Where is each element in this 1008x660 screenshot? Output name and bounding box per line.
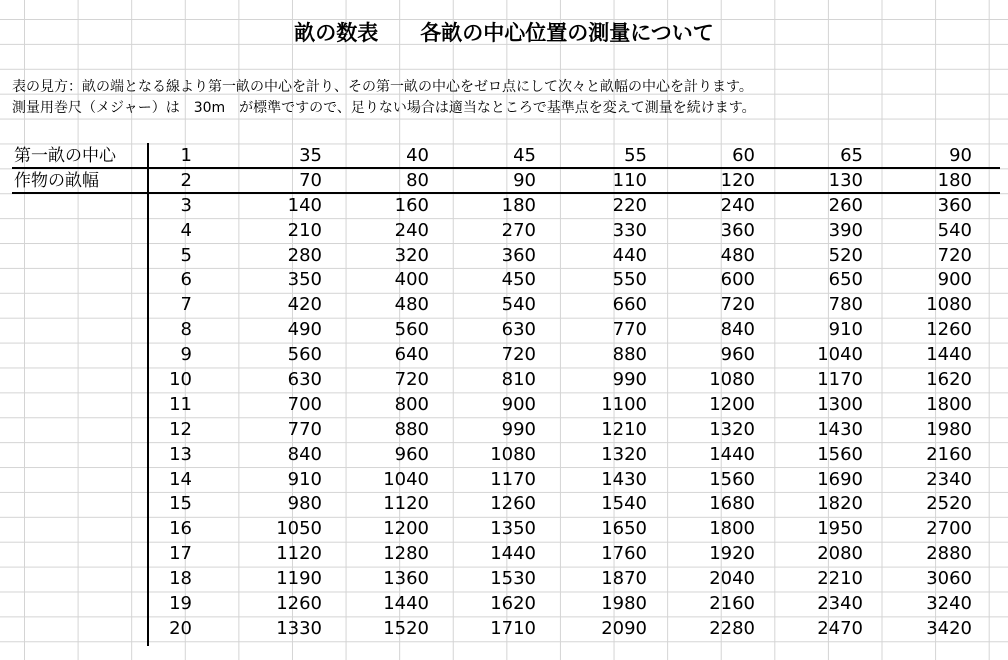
table-cell: 1120: [383, 493, 429, 515]
table-cell: 960: [720, 344, 755, 366]
table-cell: 3060: [926, 568, 972, 590]
table-cell: 1710: [490, 617, 536, 639]
row-number: 19: [169, 593, 192, 615]
table-cell: 540: [501, 294, 536, 316]
table-cell: 1690: [817, 468, 863, 490]
table-cell: 480: [720, 244, 755, 266]
row-number: 14: [169, 468, 192, 490]
table-cell: 600: [720, 269, 755, 291]
table-cell: 1100: [601, 393, 647, 415]
table-cell: 1650: [601, 518, 647, 540]
table-cell: 390: [828, 219, 863, 241]
row-number: 1: [180, 145, 192, 166]
table-cell: 1320: [601, 443, 647, 465]
table-cell: 1760: [601, 543, 647, 565]
table-cell: 350: [287, 269, 322, 291]
table-cell: 720: [720, 294, 755, 316]
table-cell: 910: [828, 319, 863, 341]
table-cell: 60: [732, 145, 755, 166]
table-cell: 900: [501, 393, 536, 415]
table-cell: 240: [394, 219, 429, 241]
table-cell: 2090: [601, 617, 647, 639]
table-cell: 2880: [926, 543, 972, 565]
row-number: 9: [180, 344, 192, 366]
table-cell: 440: [612, 244, 647, 266]
table-cell: 840: [720, 319, 755, 341]
table-cell: 40: [406, 145, 429, 166]
table-cell: 1330: [276, 617, 322, 639]
table-cell: 880: [394, 418, 429, 440]
table-cell: 1300: [817, 393, 863, 415]
table-cell: 1520: [383, 617, 429, 639]
table-cell: 320: [394, 244, 429, 266]
table-cell: 1680: [709, 493, 755, 515]
table-cell: 1280: [383, 543, 429, 565]
row-number: 18: [169, 568, 192, 590]
table-cell: 1080: [926, 294, 972, 316]
table-cell: 1050: [276, 518, 322, 540]
table-cell: 960: [394, 443, 429, 465]
row-number: 20: [169, 617, 192, 639]
table-cell: 180: [501, 194, 536, 216]
table-cell: 330: [612, 219, 647, 241]
table-cell: 800: [394, 393, 429, 415]
table-cell: 90: [949, 145, 972, 166]
table-cell: 130: [828, 169, 863, 191]
table-cell: 65: [840, 145, 863, 166]
table-cell: 2160: [926, 443, 972, 465]
table-cell: 1980: [926, 418, 972, 440]
row-number: 15: [169, 493, 192, 515]
table-cell: 720: [937, 244, 972, 266]
row-number: 12: [169, 418, 192, 440]
table-cell: 360: [501, 244, 536, 266]
table-cell: 450: [501, 269, 536, 291]
row-number: 16: [169, 518, 192, 540]
row-number: 13: [169, 443, 192, 465]
table-cell: 3420: [926, 617, 972, 639]
table-cell: 180: [937, 169, 972, 191]
table-cell: 640: [394, 344, 429, 366]
row-number: 6: [180, 269, 192, 291]
table-cell: 1870: [601, 568, 647, 590]
table-cell: 260: [828, 194, 863, 216]
table-cell: 420: [287, 294, 322, 316]
table-cell: 140: [287, 194, 322, 216]
table-cell: 1080: [709, 369, 755, 391]
table-cell: 90: [513, 169, 536, 191]
table-cell: 1260: [926, 319, 972, 341]
row-number: 5: [180, 244, 192, 266]
description-line-2: 測量用巻尺（メジャー）は 30m が標準ですので、足りない場合は適当なところで基準点を変えて測量を続けます。: [12, 100, 756, 116]
table-cell: 480: [394, 294, 429, 316]
table-cell: 520: [828, 244, 863, 266]
table-cell: 490: [287, 319, 322, 341]
table-cell: 1260: [490, 493, 536, 515]
table-cell: 1530: [490, 568, 536, 590]
table-cell: 810: [501, 369, 536, 391]
table-cell: 1950: [817, 518, 863, 540]
table-cell: 720: [394, 369, 429, 391]
table-cell: 1820: [817, 493, 863, 515]
table-divider-1: [12, 167, 1000, 169]
table-cell: 1440: [383, 593, 429, 615]
row-number: 10: [169, 369, 192, 391]
table-cell: 2520: [926, 493, 972, 515]
table-cell: 1980: [601, 593, 647, 615]
table-cell: 1170: [490, 468, 536, 490]
row-number: 7: [180, 294, 192, 316]
table-cell: 990: [612, 369, 647, 391]
table-cell: 560: [287, 344, 322, 366]
table-cell: 770: [612, 319, 647, 341]
table-cell: 1560: [817, 443, 863, 465]
row-label: 第一畝の中心: [14, 146, 116, 166]
table-cell: 45: [513, 145, 536, 166]
table-cell: 210: [287, 219, 322, 241]
table-cell: 1540: [601, 493, 647, 515]
table-cell: 650: [828, 269, 863, 291]
table-cell: 550: [612, 269, 647, 291]
table-cell: 980: [287, 493, 322, 515]
table-cell: 1200: [709, 393, 755, 415]
table-cell: 1040: [817, 344, 863, 366]
table-cell: 240: [720, 194, 755, 216]
table-cell: 900: [937, 269, 972, 291]
description-line-1: 表の見方：畝の端となる線より第一畝の中心を計り、その第一畝の中心をゼロ点にして次々と畝幅の中心を計ります。: [12, 79, 753, 95]
table-cell: 720: [501, 344, 536, 366]
table-cell: 540: [937, 219, 972, 241]
table-cell: 2700: [926, 518, 972, 540]
table-divider-2: [12, 192, 1000, 194]
table-cell: 80: [406, 169, 429, 191]
table-vertical-divider: [147, 143, 149, 646]
table-cell: 110: [612, 169, 647, 191]
table-cell: 360: [720, 219, 755, 241]
row-number: 17: [169, 543, 192, 565]
table-cell: 220: [612, 194, 647, 216]
table-cell: 1200: [383, 518, 429, 540]
table-cell: 2040: [709, 568, 755, 590]
row-label: 作物の畝幅: [14, 170, 99, 191]
table-cell: 1620: [490, 593, 536, 615]
table-cell: 2210: [817, 568, 863, 590]
table-cell: 2160: [709, 593, 755, 615]
table-cell: 990: [501, 418, 536, 440]
table-cell: 780: [828, 294, 863, 316]
table-cell: 700: [287, 393, 322, 415]
table-cell: 35: [299, 145, 322, 166]
table-cell: 2340: [926, 468, 972, 490]
table-cell: 1080: [490, 443, 536, 465]
table-cell: 1430: [817, 418, 863, 440]
table-cell: 1190: [276, 568, 322, 590]
table-cell: 2280: [709, 617, 755, 639]
table-cell: 360: [937, 194, 972, 216]
row-number: 4: [180, 219, 192, 241]
table-cell: 1040: [383, 468, 429, 490]
table-cell: 630: [287, 369, 322, 391]
table-cell: 1320: [709, 418, 755, 440]
table-cell: 1170: [817, 369, 863, 391]
table-cell: 560: [394, 319, 429, 341]
row-number: 3: [180, 194, 192, 216]
table-cell: 1350: [490, 518, 536, 540]
table-cell: 1620: [926, 369, 972, 391]
table-cell: 840: [287, 443, 322, 465]
table-cell: 880: [612, 344, 647, 366]
table-cell: 3240: [926, 593, 972, 615]
table-cell: 55: [624, 145, 647, 166]
table-cell: 1800: [709, 518, 755, 540]
table-cell: 630: [501, 319, 536, 341]
table-cell: 2080: [817, 543, 863, 565]
table-cell: 1440: [709, 443, 755, 465]
table-cell: 770: [287, 418, 322, 440]
table-cell: 910: [287, 468, 322, 490]
table-cell: 280: [287, 244, 322, 266]
table-cell: 1430: [601, 468, 647, 490]
table-cell: 1920: [709, 543, 755, 565]
table-cell: 1440: [926, 344, 972, 366]
table-cell: 2470: [817, 617, 863, 639]
table-cell: 120: [720, 169, 755, 191]
table-cell: 1560: [709, 468, 755, 490]
table-cell: 1210: [601, 418, 647, 440]
table-cell: 1360: [383, 568, 429, 590]
row-number: 8: [180, 319, 192, 341]
table-cell: 1260: [276, 593, 322, 615]
row-number: 11: [169, 393, 192, 415]
table-cell: 1800: [926, 393, 972, 415]
table-cell: 2340: [817, 593, 863, 615]
table-cell: 660: [612, 294, 647, 316]
table-cell: 160: [394, 194, 429, 216]
row-number: 2: [180, 169, 192, 191]
table-cell: 70: [299, 169, 322, 191]
table-cell: 1120: [276, 543, 322, 565]
table-cell: 1440: [490, 543, 536, 565]
table-cell: 270: [501, 219, 536, 241]
page-title: 畝の数表 各畝の中心位置の測量について: [294, 21, 714, 45]
table-cell: 400: [394, 269, 429, 291]
